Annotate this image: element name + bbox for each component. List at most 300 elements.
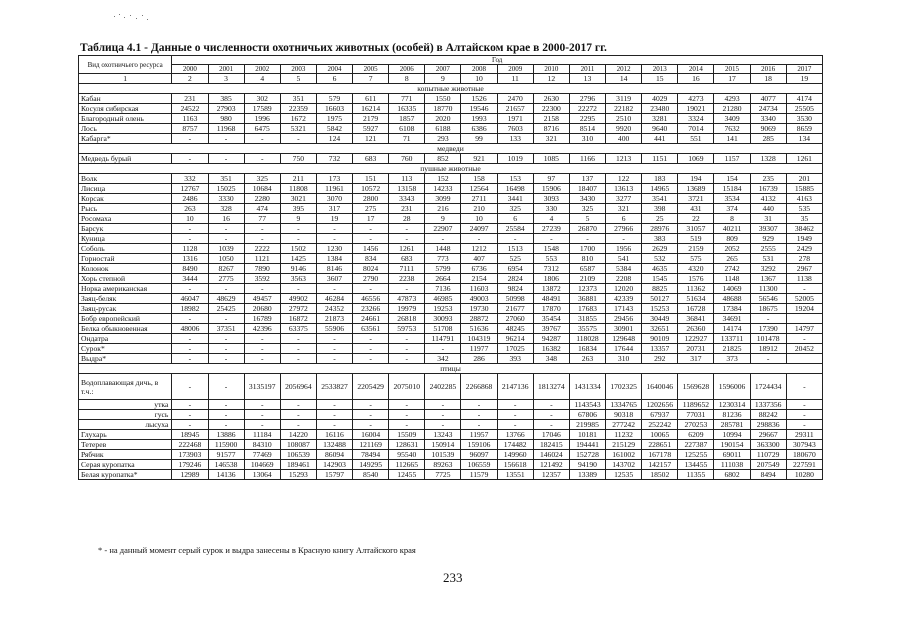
value-cell: 1502 — [280, 244, 316, 254]
value-cell: - — [786, 284, 822, 294]
value-cell: 13389 — [569, 470, 605, 480]
value-cell: - — [786, 374, 822, 400]
value-cell: 11808 — [280, 184, 316, 194]
value-cell: 12455 — [389, 470, 425, 480]
value-cell: 2205429 — [353, 374, 389, 400]
species-name: Бобр европейский — [79, 314, 172, 324]
value-cell: 49003 — [461, 294, 497, 304]
value-cell: 12357 — [533, 470, 569, 480]
value-cell: 6209 — [678, 430, 714, 440]
value-cell: - — [172, 284, 208, 294]
value-cell: 12564 — [461, 184, 497, 194]
section-row — [79, 84, 823, 94]
value-cell: - — [353, 410, 389, 420]
empty-cell — [786, 314, 822, 324]
value-cell: 683 — [389, 254, 425, 264]
value-cell: 325 — [497, 204, 533, 214]
species-name: Медведь бурый — [79, 154, 172, 164]
value-cell: 20731 — [678, 344, 714, 354]
value-cell: 579 — [316, 94, 352, 104]
value-cell: 374 — [714, 204, 750, 214]
value-cell: 10181 — [569, 430, 605, 440]
value-cell: 99 — [461, 134, 497, 144]
value-cell: 77469 — [244, 450, 280, 460]
value-cell: 1813274 — [533, 374, 569, 400]
value-cell: - — [425, 420, 461, 430]
value-cell: 142157 — [642, 460, 678, 470]
value-cell: - — [244, 234, 280, 244]
value-cell: - — [172, 410, 208, 420]
value-cell: - — [280, 400, 316, 410]
value-cell: - — [280, 354, 316, 364]
value-cell: 108087 — [280, 440, 316, 450]
value-cell: 1724434 — [750, 374, 786, 400]
value-cell: - — [208, 420, 244, 430]
value-cell: 24352 — [316, 304, 352, 314]
value-cell: 532 — [642, 254, 678, 264]
value-cell: 3093 — [533, 194, 569, 204]
value-cell: - — [497, 420, 533, 430]
value-cell: 46284 — [316, 294, 352, 304]
value-cell: 182415 — [533, 440, 569, 450]
value-cell: 46047 — [172, 294, 208, 304]
value-cell: 1143543 — [569, 400, 605, 410]
value-cell: 42396 — [244, 324, 280, 334]
value-cell: 26818 — [389, 314, 425, 324]
value-cell: 2486 — [172, 194, 208, 204]
value-cell: 11961 — [316, 184, 352, 194]
value-cell: 252242 — [642, 420, 678, 430]
value-cell: 398 — [642, 204, 678, 214]
year-header: 2008 — [461, 65, 497, 74]
value-cell: 48688 — [714, 294, 750, 304]
value-cell: - — [244, 420, 280, 430]
value-cell: 22272 — [569, 104, 605, 114]
value-cell: 106539 — [280, 450, 316, 460]
value-cell: 325 — [244, 174, 280, 184]
value-cell: 6188 — [425, 124, 461, 134]
value-cell: 25425 — [208, 304, 244, 314]
value-cell: 96097 — [461, 450, 497, 460]
value-cell: 8757 — [172, 124, 208, 134]
value-cell: 27972 — [280, 304, 316, 314]
value-cell: 151 — [353, 174, 389, 184]
value-cell: - — [316, 334, 352, 344]
value-cell: 8825 — [642, 284, 678, 294]
value-cell: 310 — [569, 134, 605, 144]
value-cell: 228651 — [642, 440, 678, 450]
value-cell: 19021 — [678, 104, 714, 114]
value-cell: 3721 — [678, 194, 714, 204]
value-cell: 1261 — [786, 154, 822, 164]
value-cell: 1949 — [786, 234, 822, 244]
value-cell: 393 — [497, 354, 533, 364]
value-cell: 2402285 — [425, 374, 461, 400]
value-cell: 4163 — [786, 194, 822, 204]
value-cell: 201 — [786, 174, 822, 184]
table-row — [79, 234, 823, 244]
value-cell: 2664 — [425, 274, 461, 284]
value-cell: 63375 — [280, 324, 316, 334]
value-cell: 32651 — [642, 324, 678, 334]
value-cell: 111038 — [714, 460, 750, 470]
value-cell: 15253 — [642, 304, 678, 314]
value-cell: 12989 — [172, 470, 208, 480]
value-cell: - — [208, 354, 244, 364]
value-cell: 222468 — [172, 440, 208, 450]
value-cell: 101478 — [750, 334, 786, 344]
value-cell: 27060 — [497, 314, 533, 324]
value-cell: 1337356 — [750, 400, 786, 410]
table-row — [79, 314, 823, 324]
value-cell: 1975 — [316, 114, 352, 124]
value-cell: 18675 — [750, 304, 786, 314]
value-cell: 16872 — [280, 314, 316, 324]
year-header: 2004 — [316, 65, 352, 74]
value-cell: 17143 — [606, 304, 642, 314]
value-cell: 46985 — [425, 294, 461, 304]
value-cell: 321 — [606, 204, 642, 214]
value-cell: 328 — [208, 204, 244, 214]
value-cell: 2159 — [678, 244, 714, 254]
value-cell: 118028 — [569, 334, 605, 344]
value-cell: 161002 — [606, 450, 642, 460]
value-cell: 6386 — [461, 124, 497, 134]
value-cell: 383 — [642, 234, 678, 244]
value-cell: - — [280, 234, 316, 244]
value-cell: 179246 — [172, 460, 208, 470]
value-cell: 97 — [533, 174, 569, 184]
value-cell: - — [353, 400, 389, 410]
value-cell: 42339 — [606, 294, 642, 304]
value-cell: 29667 — [750, 430, 786, 440]
column-number: 1 — [79, 74, 172, 84]
value-cell: - — [316, 354, 352, 364]
value-cell: - — [244, 354, 280, 364]
value-cell: 15184 — [714, 184, 750, 194]
value-cell: 16728 — [678, 304, 714, 314]
table-row — [79, 294, 823, 304]
value-cell: - — [208, 134, 244, 144]
value-cell: 4320 — [678, 264, 714, 274]
value-cell: 12535 — [606, 470, 642, 480]
value-cell: 363300 — [750, 440, 786, 450]
value-cell: - — [461, 234, 497, 244]
year-header: 2010 — [533, 65, 569, 74]
value-cell: - — [353, 354, 389, 364]
value-cell: 1128 — [172, 244, 208, 254]
value-cell: 9146 — [280, 264, 316, 274]
value-cell: 8659 — [786, 124, 822, 134]
value-cell: 50127 — [642, 294, 678, 304]
footnote: * - на данный момент серый сурок и выдра занесены в Красную книгу Алтайского края — [98, 545, 416, 555]
value-cell: 298836 — [750, 420, 786, 430]
value-cell: - — [316, 234, 352, 244]
species-name: лысуха — [79, 420, 172, 430]
species-name: Тетерев — [79, 440, 172, 450]
value-cell: - — [208, 374, 244, 400]
value-cell: 3340 — [750, 114, 786, 124]
value-cell: 26870 — [569, 224, 605, 234]
value-cell: 285781 — [714, 420, 750, 430]
value-cell: - — [280, 284, 316, 294]
value-cell: 38462 — [786, 224, 822, 234]
year-header: 2005 — [353, 65, 389, 74]
value-cell: 400 — [606, 134, 642, 144]
value-cell: 10 — [172, 214, 208, 224]
value-cell: 541 — [606, 254, 642, 264]
value-cell: 1956 — [606, 244, 642, 254]
value-cell: 91577 — [208, 450, 244, 460]
species-name: Выдра* — [79, 354, 172, 364]
value-cell: 16498 — [497, 184, 533, 194]
value-cell: 3330 — [208, 194, 244, 204]
value-cell: - — [280, 224, 316, 234]
column-number: 19 — [786, 74, 822, 84]
column-number: 11 — [497, 74, 533, 84]
value-cell: 141 — [714, 134, 750, 144]
value-cell: 1993 — [461, 114, 497, 124]
value-cell: - — [316, 224, 352, 234]
species-name: Волк — [79, 174, 172, 184]
value-cell: - — [208, 314, 244, 324]
value-cell: - — [786, 334, 822, 344]
value-cell: 30449 — [642, 314, 678, 324]
value-cell: 14965 — [642, 184, 678, 194]
value-cell: 3592 — [244, 274, 280, 284]
value-cell: 26360 — [678, 324, 714, 334]
species-name: Корсак — [79, 194, 172, 204]
value-cell: - — [389, 354, 425, 364]
value-cell: 48245 — [497, 324, 533, 334]
value-cell: 47873 — [389, 294, 425, 304]
value-cell: 10572 — [353, 184, 389, 194]
value-cell: 88242 — [750, 410, 786, 420]
value-cell: 215129 — [606, 440, 642, 450]
value-cell: 1640046 — [642, 374, 678, 400]
value-cell: 535 — [786, 204, 822, 214]
value-cell: 132488 — [316, 440, 352, 450]
value-cell: 2266868 — [461, 374, 497, 400]
species-name: Лось — [79, 124, 172, 134]
value-cell: - — [389, 284, 425, 294]
value-cell: 921 — [461, 154, 497, 164]
value-cell: 231 — [389, 204, 425, 214]
column-number: 3 — [208, 74, 244, 84]
value-cell: 10065 — [642, 430, 678, 440]
value-cell: 18982 — [172, 304, 208, 314]
species-name: Росомаха — [79, 214, 172, 224]
value-cell: - — [353, 344, 389, 354]
value-cell: 3119 — [606, 94, 642, 104]
value-cell: 1425 — [280, 254, 316, 264]
value-cell: 263 — [569, 354, 605, 364]
value-cell: 1431334 — [569, 374, 605, 400]
table-row — [79, 154, 823, 164]
table-body — [79, 84, 823, 480]
value-cell: 13872 — [533, 284, 569, 294]
value-cell: 2154 — [461, 274, 497, 284]
table-row — [79, 430, 823, 440]
value-cell: 48006 — [172, 324, 208, 334]
value-cell: 1384 — [316, 254, 352, 264]
value-cell: 106559 — [461, 460, 497, 470]
value-cell: 59753 — [389, 324, 425, 334]
value-cell: 27903 — [208, 104, 244, 114]
table-row — [79, 134, 823, 144]
value-cell: - — [244, 410, 280, 420]
value-cell: 6802 — [714, 470, 750, 480]
value-cell: 30901 — [606, 324, 642, 334]
value-cell: - — [750, 354, 786, 364]
table-row — [79, 410, 823, 420]
value-cell: 3135197 — [244, 374, 280, 400]
value-cell: 1202656 — [642, 400, 678, 410]
value-cell: 14797 — [786, 324, 822, 334]
value-cell: 180670 — [786, 450, 822, 460]
value-cell: 13551 — [497, 470, 533, 480]
population-table — [78, 55, 823, 480]
section-row — [79, 164, 823, 174]
value-cell: 4174 — [786, 94, 822, 104]
value-cell: 1857 — [389, 114, 425, 124]
value-cell: 1456 — [353, 244, 389, 254]
value-cell: 1996 — [244, 114, 280, 124]
value-cell: 143702 — [606, 460, 642, 470]
value-cell: 19546 — [461, 104, 497, 114]
value-cell: 207549 — [750, 460, 786, 470]
value-cell: 16214 — [353, 104, 389, 114]
value-cell: 431 — [678, 204, 714, 214]
value-cell: 150914 — [425, 440, 461, 450]
value-cell: 16116 — [316, 430, 352, 440]
value-cell: - — [389, 410, 425, 420]
value-cell: - — [533, 234, 569, 244]
value-cell: 11232 — [606, 430, 642, 440]
year-header: 2015 — [714, 65, 750, 74]
value-cell: 39767 — [533, 324, 569, 334]
value-cell: 265 — [714, 254, 750, 264]
value-cell: 13357 — [642, 344, 678, 354]
value-cell: 10280 — [786, 470, 822, 480]
value-cell: 8494 — [750, 470, 786, 480]
table-row — [79, 440, 823, 450]
value-cell: 407 — [461, 254, 497, 264]
value-cell: 35575 — [569, 324, 605, 334]
column-number: 14 — [606, 74, 642, 84]
value-cell: 211 — [280, 174, 316, 184]
value-cell: - — [389, 334, 425, 344]
value-cell: - — [172, 354, 208, 364]
value-cell: 5927 — [353, 124, 389, 134]
value-cell: 4029 — [642, 94, 678, 104]
value-cell: 809 — [714, 234, 750, 244]
value-cell: 11355 — [678, 470, 714, 480]
value-cell: 1085 — [533, 154, 569, 164]
value-cell: 2555 — [750, 244, 786, 254]
value-cell: 11603 — [461, 284, 497, 294]
value-cell: - — [280, 334, 316, 344]
value-cell: - — [461, 410, 497, 420]
value-cell: 14233 — [425, 184, 461, 194]
value-cell: 7603 — [497, 124, 533, 134]
value-cell: - — [244, 284, 280, 294]
value-cell: - — [280, 410, 316, 420]
value-cell: 2796 — [569, 94, 605, 104]
value-cell: 2238 — [389, 274, 425, 284]
value-cell: 7890 — [244, 264, 280, 274]
value-cell: - — [569, 234, 605, 244]
value-cell: 36881 — [569, 294, 605, 304]
value-cell: 1596006 — [714, 374, 750, 400]
value-cell: - — [208, 284, 244, 294]
species-name: Глухарь — [79, 430, 172, 440]
table-row — [79, 274, 823, 284]
value-cell: 1019 — [497, 154, 533, 164]
value-cell: 11184 — [244, 430, 280, 440]
value-cell: - — [208, 234, 244, 244]
value-cell: - — [497, 400, 533, 410]
value-cell: 12373 — [569, 284, 605, 294]
value-cell: 7632 — [714, 124, 750, 134]
value-cell: 86094 — [316, 450, 352, 460]
year-header: 2012 — [606, 65, 642, 74]
value-cell: 575 — [678, 254, 714, 264]
value-cell: - — [353, 284, 389, 294]
value-cell: 21825 — [714, 344, 750, 354]
value-cell: 1526 — [461, 94, 497, 104]
value-cell: 2824 — [497, 274, 533, 284]
value-cell: 194441 — [569, 440, 605, 450]
value-cell: 137 — [569, 174, 605, 184]
value-cell: 51636 — [461, 324, 497, 334]
value-cell: 48629 — [208, 294, 244, 304]
value-cell: 134 — [786, 134, 822, 144]
value-cell: 16834 — [569, 344, 605, 354]
value-cell: 3099 — [425, 194, 461, 204]
header-row-top — [79, 56, 823, 65]
table-row — [79, 244, 823, 254]
table-row — [79, 174, 823, 184]
value-cell: 4273 — [678, 94, 714, 104]
value-cell: 154 — [714, 174, 750, 184]
species-name: Белая куропатка* — [79, 470, 172, 480]
value-cell: 17870 — [533, 304, 569, 314]
value-cell: 13064 — [244, 470, 280, 480]
value-cell: 1448 — [425, 244, 461, 254]
section-title: медведи — [79, 144, 823, 154]
value-cell: 13689 — [678, 184, 714, 194]
value-cell: 21280 — [714, 104, 750, 114]
table-row — [79, 460, 823, 470]
value-cell: 227387 — [678, 440, 714, 450]
value-cell: 17 — [353, 214, 389, 224]
value-cell: 1138 — [786, 274, 822, 284]
value-cell: 278 — [786, 254, 822, 264]
value-cell: 551 — [678, 134, 714, 144]
value-cell: - — [208, 344, 244, 354]
value-cell: 122927 — [678, 334, 714, 344]
year-header: 2016 — [750, 65, 786, 74]
value-cell: - — [172, 314, 208, 324]
value-cell: 10 — [461, 214, 497, 224]
table-row — [79, 324, 823, 334]
table-row — [79, 334, 823, 344]
table-row — [79, 224, 823, 234]
value-cell: 6475 — [244, 124, 280, 134]
scan-artifact — [112, 12, 152, 22]
value-cell: 4132 — [750, 194, 786, 204]
